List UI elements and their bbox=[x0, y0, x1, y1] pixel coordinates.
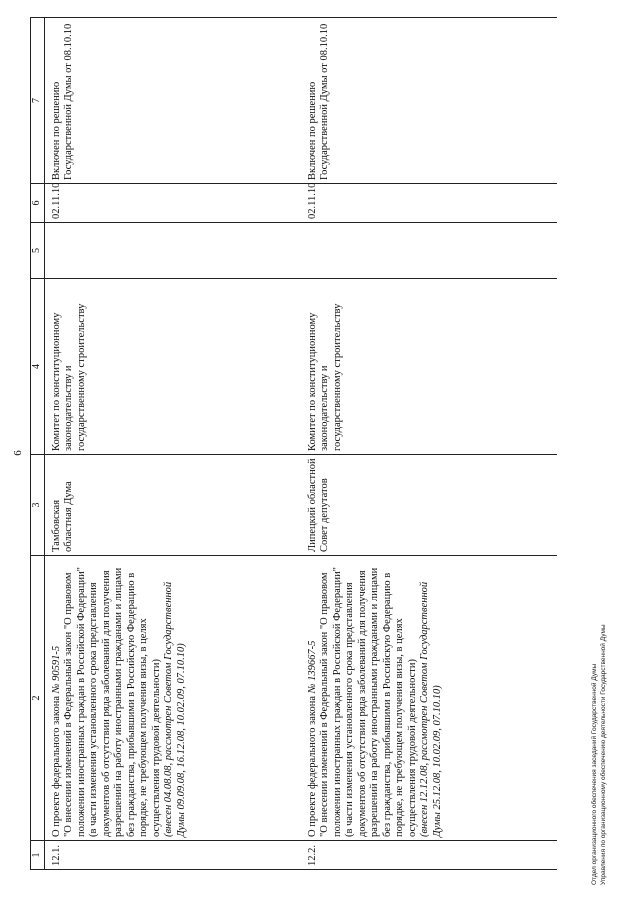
column-header-1: 1 bbox=[31, 841, 45, 870]
page-number: 6 bbox=[12, 450, 24, 456]
footer-line-2: Управления по организационному обеспечению деятельности Государственной Думы bbox=[600, 624, 607, 885]
status: Включен по решению Государственной Думы от 08.10.10 bbox=[44, 18, 301, 184]
date: 02.11.10 bbox=[301, 184, 557, 223]
column-header-3: 3 bbox=[31, 455, 45, 556]
bill-note: (внесен 04.08.08, рассмотрен Советом Государственной Думы 09.09.08, 16.12.08, 10.02.09, 07.10.10) bbox=[163, 581, 187, 837]
column-5-value bbox=[44, 223, 301, 279]
status: Включен по решению Государственной Думы от 08.10.10 bbox=[301, 18, 557, 184]
bill-body: "О внесении изменений в Федеральный закон "О правовом положении иностранных граждан в Российской Федерации" (в части изменения установленного срока представления документов об отсутствии ряда заболеваний для получения разрешений на работу иностранными гражданами и лицами без гражданства, прибывшими в Российскую Федерацию в порядке, не требующем получения визы, в целях осуществления трудовой деятельности) bbox=[319, 567, 418, 837]
footer-line-1: Отдел организационного обеспечения заседаний Государственной Думы bbox=[591, 663, 598, 885]
column-header-7: 7 bbox=[31, 18, 45, 184]
committee: Комитет по конституционному законодательству и государственному строительству bbox=[301, 279, 557, 455]
item-number: 12.2. bbox=[301, 841, 557, 870]
column-header-5: 5 bbox=[31, 223, 45, 279]
bill-number: № 90591-5 bbox=[50, 645, 62, 694]
bill-number: № 139667-5 bbox=[306, 640, 318, 694]
bill-title-prefix: О проекте федерального закона bbox=[50, 693, 62, 837]
table-header-row bbox=[31, 18, 45, 870]
bill-body: "О внесении изменений в Федеральный закон "О правовом положении иностранных граждан в Российской Федерации" (в части изменения установленного срока представления документов об отсутствии ряда заболеваний для получения разрешений на работу иностранными гражданами и лицами без гражданства, прибывшими в Российскую Федерацию в порядке, не требующем получения визы, в целях осуществления трудовой деятельности) bbox=[63, 567, 162, 837]
table-row bbox=[301, 18, 557, 870]
item-number: 12.1. bbox=[44, 841, 301, 870]
column-header-2: 2 bbox=[31, 556, 45, 841]
bill-description bbox=[301, 556, 557, 841]
agenda-table bbox=[30, 17, 557, 870]
bill-note: (внесен 12.12.08, рассмотрен Советом Государственной Думы 25.12.08, 10.02.09, 07.10.10) bbox=[419, 581, 443, 837]
bill-title-prefix: О проекте федерального закона bbox=[306, 693, 318, 837]
date: 02.11.10 bbox=[44, 184, 301, 223]
initiator: Липецкий областной Совет депутатов bbox=[301, 455, 557, 556]
column-header-4: 4 bbox=[31, 279, 45, 455]
column-header-6: 6 bbox=[31, 184, 45, 223]
initiator: Тамбовская областная Дума bbox=[44, 455, 301, 556]
committee: Комитет по конституционному законодательству и государственному строительству bbox=[44, 279, 301, 455]
table-row bbox=[44, 18, 301, 870]
column-5-value bbox=[301, 223, 557, 279]
bill-description bbox=[44, 556, 301, 841]
footer bbox=[590, 624, 608, 885]
